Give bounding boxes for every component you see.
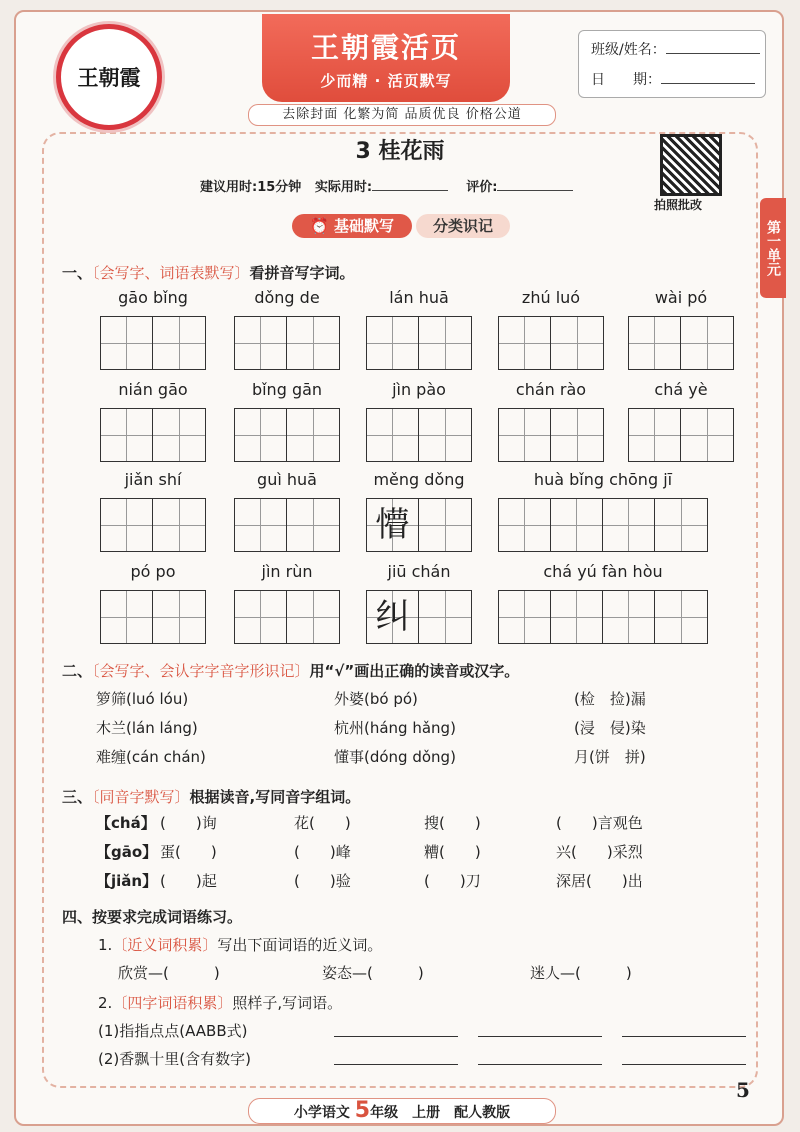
pinyin-label: nián gāo	[118, 380, 188, 399]
pinyin-tag: 【gāo】	[96, 843, 158, 861]
q2-tag: 〔会写字、会认字字音字形识记〕	[92, 662, 310, 680]
char-cell[interactable]	[419, 499, 471, 551]
pinyin-label: zhú luó	[521, 288, 581, 307]
writing-box[interactable]	[100, 590, 206, 644]
homophone-blank[interactable]: 蛋( )	[160, 843, 217, 861]
writing-box[interactable]	[234, 408, 340, 462]
char-cell[interactable]	[287, 591, 339, 643]
qr-label: 拍照批改	[654, 198, 703, 212]
choice-item[interactable]: (浸 侵)染	[574, 719, 646, 737]
writing-box[interactable]	[366, 316, 472, 370]
writing-box[interactable]	[628, 408, 734, 462]
pinyin-tag: 【jiǎn】	[96, 872, 158, 890]
pinyin-label: jìn pào	[392, 380, 446, 399]
answer-blank[interactable]	[622, 1036, 746, 1037]
char-cell[interactable]	[287, 317, 339, 369]
writing-box[interactable]	[366, 408, 472, 462]
char-cell[interactable]	[235, 591, 287, 643]
q4-s1-text: 写出下面词语的近义词。	[217, 936, 383, 954]
char-cell[interactable]	[101, 409, 153, 461]
pinyin-label: jiǎn shí	[124, 470, 182, 489]
char-cell[interactable]	[603, 591, 655, 643]
writing-box[interactable]	[498, 498, 708, 552]
pinyin-label: pó po	[130, 562, 176, 581]
q4-s2-tag: 〔四字词语积累〕	[112, 994, 233, 1012]
char-cell[interactable]	[367, 317, 419, 369]
class-name-field[interactable]	[591, 39, 760, 59]
char-cell[interactable]	[499, 499, 551, 551]
char-cell[interactable]	[235, 317, 287, 369]
q2-text: 用“√”画出正确的读音或汉字。	[309, 662, 520, 680]
footer-grade: 5	[354, 1098, 371, 1123]
clock-icon: ⏰	[310, 217, 329, 235]
pill-classify: 分类识记	[416, 214, 510, 238]
writing-box[interactable]	[234, 316, 340, 370]
pinyin-label: měng dǒng	[373, 470, 465, 489]
q4-s2-item-1: (1)指指点点(AABB式)	[98, 1022, 248, 1040]
footer-bar	[248, 1098, 556, 1124]
pinyin-label: lán huā	[389, 288, 449, 307]
q3-tag: 〔同音字默写〕	[92, 788, 190, 806]
footer-edition: 年级 上册 配人教版	[370, 1105, 511, 1121]
writing-box[interactable]	[234, 498, 340, 552]
homophone-blank[interactable]: ( )起	[160, 872, 217, 890]
char-cell[interactable]	[101, 591, 153, 643]
pinyin-label: guì huā	[257, 470, 317, 489]
char-cell[interactable]	[367, 409, 419, 461]
q4-s2-item-2: (2)香飘十里(含有数字)	[98, 1050, 251, 1068]
brand-logo	[56, 24, 162, 130]
char-cell[interactable]	[499, 317, 551, 369]
student-info-box	[578, 30, 766, 98]
char-cell[interactable]	[419, 409, 471, 461]
choice-item[interactable]: 外婆(bó pó)	[334, 690, 418, 708]
writing-box[interactable]	[100, 498, 206, 552]
q4-s2-text: 照样子,写词语。	[232, 994, 343, 1012]
pill-basic-dictation	[292, 214, 412, 238]
lesson-title: 3 桂花雨	[355, 139, 445, 164]
char-cell[interactable]	[499, 409, 551, 461]
q3-text: 根据读音,写同音字组词。	[189, 788, 361, 806]
answer-blank[interactable]	[478, 1064, 602, 1065]
homophone-blank[interactable]: ( )询	[160, 814, 217, 832]
char-cell[interactable]	[655, 499, 707, 551]
q1-heading	[62, 262, 355, 283]
char-cell[interactable]	[419, 317, 471, 369]
pinyin-label: jiū chán	[387, 562, 451, 581]
char-cell[interactable]: 纠	[367, 591, 419, 643]
homophone-blank[interactable]: ( )峰	[294, 843, 351, 861]
choice-item[interactable]: 懂事(dóng dǒng)	[334, 748, 456, 766]
logo-text: 王朝霞	[77, 65, 141, 90]
char-cell[interactable]	[629, 317, 681, 369]
pinyin-tag: 【chá】	[96, 814, 156, 832]
char-cell[interactable]	[551, 317, 603, 369]
char-cell[interactable]	[101, 317, 153, 369]
q1-text: 看拼音写字词。	[249, 264, 355, 282]
pinyin-label: chá yè	[654, 380, 708, 399]
choice-item[interactable]: 难缠(cán chán)	[96, 748, 206, 766]
char-cell[interactable]	[153, 409, 205, 461]
writing-box[interactable]	[366, 590, 472, 644]
char-cell[interactable]	[235, 409, 287, 461]
writing-box[interactable]	[498, 590, 708, 644]
lesson-meta	[200, 176, 573, 195]
q4-sub1-heading	[98, 934, 382, 955]
q4-s1-item-3[interactable]: 迷人—( )	[530, 964, 632, 982]
writing-box[interactable]	[628, 316, 734, 370]
char-cell[interactable]	[499, 591, 551, 643]
char-cell[interactable]	[551, 591, 603, 643]
actual-time-label: 实际用时:	[314, 180, 373, 195]
choice-item[interactable]: 月(饼 拼)	[574, 748, 646, 766]
suggested-time: 建议用时:15分钟	[200, 180, 302, 195]
pinyin-label: bǐng gān	[251, 380, 323, 399]
header-banner	[262, 14, 510, 102]
char-cell[interactable]	[551, 409, 603, 461]
choice-item[interactable]: (检 捡)漏	[574, 690, 646, 708]
writing-box[interactable]	[366, 498, 472, 552]
char-cell[interactable]	[655, 591, 707, 643]
pinyin-label: jìn rùn	[261, 562, 313, 581]
char-cell[interactable]: 懵	[367, 499, 419, 551]
pinyin-label: chá yú fàn hòu	[543, 562, 663, 581]
brand-subtitle: 少而精 · 活页默写	[320, 72, 452, 90]
char-cell[interactable]	[235, 499, 287, 551]
char-cell[interactable]	[101, 499, 153, 551]
homophone-blank[interactable]: 搜( )	[424, 814, 481, 832]
q4-sub2-heading	[98, 992, 342, 1013]
choice-item[interactable]: 木兰(lán láng)	[96, 719, 198, 737]
homophone-blank[interactable]: 糟( )	[424, 843, 481, 861]
writing-box[interactable]	[498, 316, 604, 370]
homophone-blank[interactable]: 花( )	[294, 814, 351, 832]
pinyin-label: dǒng de	[254, 288, 320, 307]
q4-s1-item-1[interactable]: 欣赏—( )	[118, 964, 220, 982]
homophone-blank[interactable]: ( )验	[294, 872, 351, 890]
q1-num: 一、	[62, 264, 93, 282]
writing-box[interactable]	[100, 408, 206, 462]
homophone-blank[interactable]: 深居( )出	[556, 872, 643, 890]
answer-blank[interactable]	[334, 1064, 458, 1065]
writing-box[interactable]	[100, 316, 206, 370]
q4-s1-num: 1.	[98, 936, 113, 954]
char-cell[interactable]	[287, 409, 339, 461]
pinyin-label: chán rào	[515, 380, 587, 399]
char-cell[interactable]	[153, 499, 205, 551]
char-cell[interactable]	[287, 499, 339, 551]
eval-label: 评价:	[466, 180, 498, 195]
answer-blank[interactable]	[478, 1036, 602, 1037]
answer-blank[interactable]	[622, 1064, 746, 1065]
q4-s1-item-2[interactable]: 姿态—( )	[322, 964, 424, 982]
qr-code[interactable]	[660, 134, 722, 196]
unit-tab: 第一单元	[760, 198, 786, 298]
class-label: 班级/姓名：	[591, 42, 666, 58]
date-field[interactable]	[591, 69, 755, 89]
q3-num: 三、	[62, 788, 93, 806]
homophone-blank[interactable]: ( )言观色	[556, 814, 643, 832]
pinyin-label: gāo bǐng	[118, 288, 188, 307]
char-cell[interactable]	[603, 499, 655, 551]
char-cell[interactable]	[629, 409, 681, 461]
char-cell[interactable]	[681, 409, 733, 461]
char-cell[interactable]	[419, 591, 471, 643]
homophone-blank[interactable]: ( )刀	[424, 872, 481, 890]
q4-s1-tag: 〔近义词积累〕	[112, 936, 218, 954]
slogan: 去除封面 化繁为简 品质优良 价格公道	[248, 104, 556, 126]
date-label: 日 期：	[591, 72, 661, 88]
q4-s2-num: 2.	[98, 994, 113, 1012]
choice-item[interactable]: 杭州(háng hǎng)	[334, 719, 456, 737]
q4-num: 四、	[62, 908, 93, 926]
page-number: 5	[736, 1078, 750, 1102]
q2-num: 二、	[62, 662, 93, 680]
brand-title: 王朝霞活页	[310, 31, 461, 64]
footer-subject: 小学语文	[293, 1105, 350, 1121]
q3-heading	[62, 786, 360, 807]
homophone-blank[interactable]: 兴( )采烈	[556, 843, 643, 861]
char-cell[interactable]	[153, 317, 205, 369]
pinyin-label: huà bǐng chōng jī	[533, 470, 673, 489]
q4-text: 按要求完成词语练习。	[92, 908, 243, 926]
choice-item[interactable]: 箩筛(luó lóu)	[96, 690, 189, 708]
pinyin-label: wài pó	[654, 288, 708, 307]
q1-tag: 〔会写字、词语表默写〕	[92, 264, 250, 282]
char-cell[interactable]	[153, 591, 205, 643]
char-cell[interactable]	[551, 499, 603, 551]
char-cell[interactable]	[681, 317, 733, 369]
q2-heading	[62, 660, 519, 681]
q4-heading	[62, 906, 242, 927]
writing-box[interactable]	[234, 590, 340, 644]
writing-box[interactable]	[498, 408, 604, 462]
pill-basic-label: 基础默写	[333, 217, 394, 235]
answer-blank[interactable]	[334, 1036, 458, 1037]
